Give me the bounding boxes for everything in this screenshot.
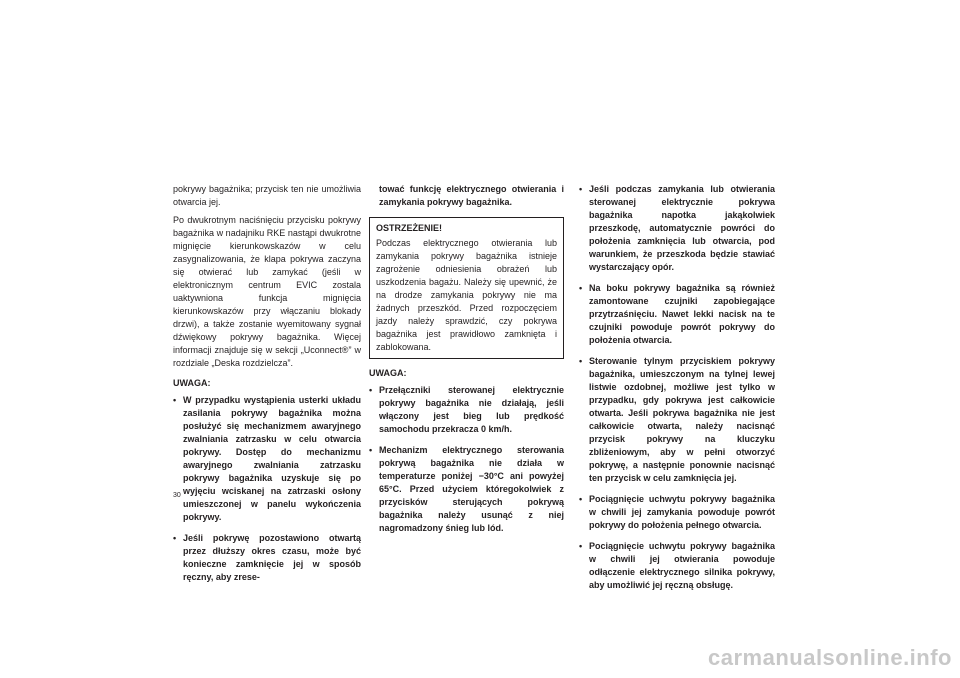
bullet-icon: • xyxy=(579,356,583,366)
bullet-icon: • xyxy=(369,385,373,395)
note-list xyxy=(173,394,361,584)
bullet-icon: • xyxy=(369,445,373,455)
paragraph-rke: Po dwukrotnym naciśnięciu przycisku pokrywy bagażnika w nadajniku RKE nastąpi dwukrotne mignięcie kierunkowskazów w celu zasygnalizowania, że klapa pokrywa zaczyna się otwierać lub zamykać (jeśli w elektronicznym centrum EVIC zostala uaktywniona funkcja mignięcia kierunkowskazów przy włączaniu blokady drzwi), a także zostanie wyemitowany sygnał dźwiękowy pokrywy bagażnika. Więcej informacji znajduje się w sekcji „Uconnect®” w rozdziale „Deska rozdzielcza”. xyxy=(173,215,361,368)
bullet-icon: • xyxy=(579,184,583,194)
note-list xyxy=(369,384,564,535)
page-number: 30 xyxy=(173,492,181,499)
column-1 xyxy=(173,183,361,592)
warning-title: OSTRZEŻENIE! xyxy=(376,223,443,233)
list-item: • Sterowanie tylnym przyciskiem pokrywy bagażnika, umieszczonym na tylnej lewej listwie ozdobnej, możliwe jest tylko w przypadku, gdy pokrywa jest całkowicie otwarta. Jeśli pokrywa bagażnika nie jest całkowicie otwarta, należy nacisnąć przycisk pokrywy na kluczyku zbliżeniowym, aby w pełni otworzyć pokrywę, a następnie ponownie nacisnąć ten przycisk w celu zamknięcia jej. xyxy=(579,356,775,483)
list-item: • Mechanizm elektrycznego sterowania pokrywą bagażnika nie działa w temperaturze poniżej −30°C ani powyżej 65°C. Przed użyciem któregokolwiek z przycisków sterujących pokrywą bagażnika należy usunąć z niej nagromadzony śnieg lub lód. xyxy=(369,445,564,533)
watermark: carmanualsonline.info xyxy=(708,645,952,670)
list-item: • Przełączniki sterowanej elektrycznie pokrywy bagażnika nie działają, jeśli włączony jest bieg lub prędkość samochodu przekracza 0 km/h. xyxy=(369,385,564,434)
column-3 xyxy=(579,183,775,600)
bullet-icon: • xyxy=(579,283,583,293)
list-item: • Jeśli pokrywę pozostawiono otwartą przez dłuższy okres czasu, może być konieczne zamknięcie jej w sposób ręczny, aby zrese- xyxy=(173,533,361,582)
note-list xyxy=(579,183,775,592)
continuation-text: pokrywy bagażnika; przycisk ten nie umożliwia otwarcia jej. xyxy=(173,184,361,207)
bullet-icon: • xyxy=(579,541,583,551)
bullet-icon: • xyxy=(173,533,177,543)
list-item: • Pociągnięcie uchwytu pokrywy bagażnika w chwili jej zamykania powoduje powrót pokrywy do położenia pełnego otwarcia. xyxy=(579,494,775,530)
warning-box xyxy=(369,217,564,359)
list-item: • Pociągnięcie uchwytu pokrywy bagażnika w chwili jej otwierania powoduje odłączenie elektrycznego silnika pokrywy, aby umożliwić jej ręczną obsługę. xyxy=(579,541,775,590)
list-item: • Jeśli podczas zamykania lub otwierania sterowanej elektrycznie pokrywa bagażnika napotka jakąkolwiek przeszkodę, automatycznie powróci do położenia zamknięcia lub otwarcia, pod warunkiem, że przeszkoda będzie stawiać wystarczający opór. xyxy=(579,184,775,272)
bullet-icon: • xyxy=(173,395,177,405)
list-item: • Na boku pokrywy bagażnika są również zamontowane czujniki zapobiegające przytrzaśnięciu. Nawet lekki nacisk na te czujniki powoduje powrót pokrywy do położenia otwarcia. xyxy=(579,283,775,345)
warning-text: Podczas elektrycznego otwierania lub zamykania pokrywy bagażnika istnieje zagrożenie odniesienia obrażeń lub uszkodzenia bagażu. Należy się upewnić, że na drodze zamykania pokrywy nie ma żadnych przeszkód. Przed rozpoczęciem jazdy należy sprawdzić, czy pokrywa bagażnika jest prawidłowo zamknięta i zablokowana. xyxy=(376,238,557,352)
continuation-text: tować funkcję elektrycznego otwierania i zamykania pokrywy bagażnika. xyxy=(379,184,564,207)
list-item: • W przypadku wystąpienia usterki układu zasilania pokrywy bagażnika można posłużyć się mechanizmem awaryjnego zwalniania zatrzasku w celu otwarcia pokrywy. Dostęp do mechanizmu awaryjnego zwalniania zatrzasku pokrywy bagażnika uzyskuje się po wyjęciu wciskanej na zatrzaski osłony umieszczonej w panelu wykończenia pokrywy. xyxy=(173,395,361,522)
note-heading: UWAGA: xyxy=(173,378,211,388)
bullet-icon: • xyxy=(579,494,583,504)
note-heading: UWAGA: xyxy=(369,368,407,378)
column-2 xyxy=(369,183,564,543)
